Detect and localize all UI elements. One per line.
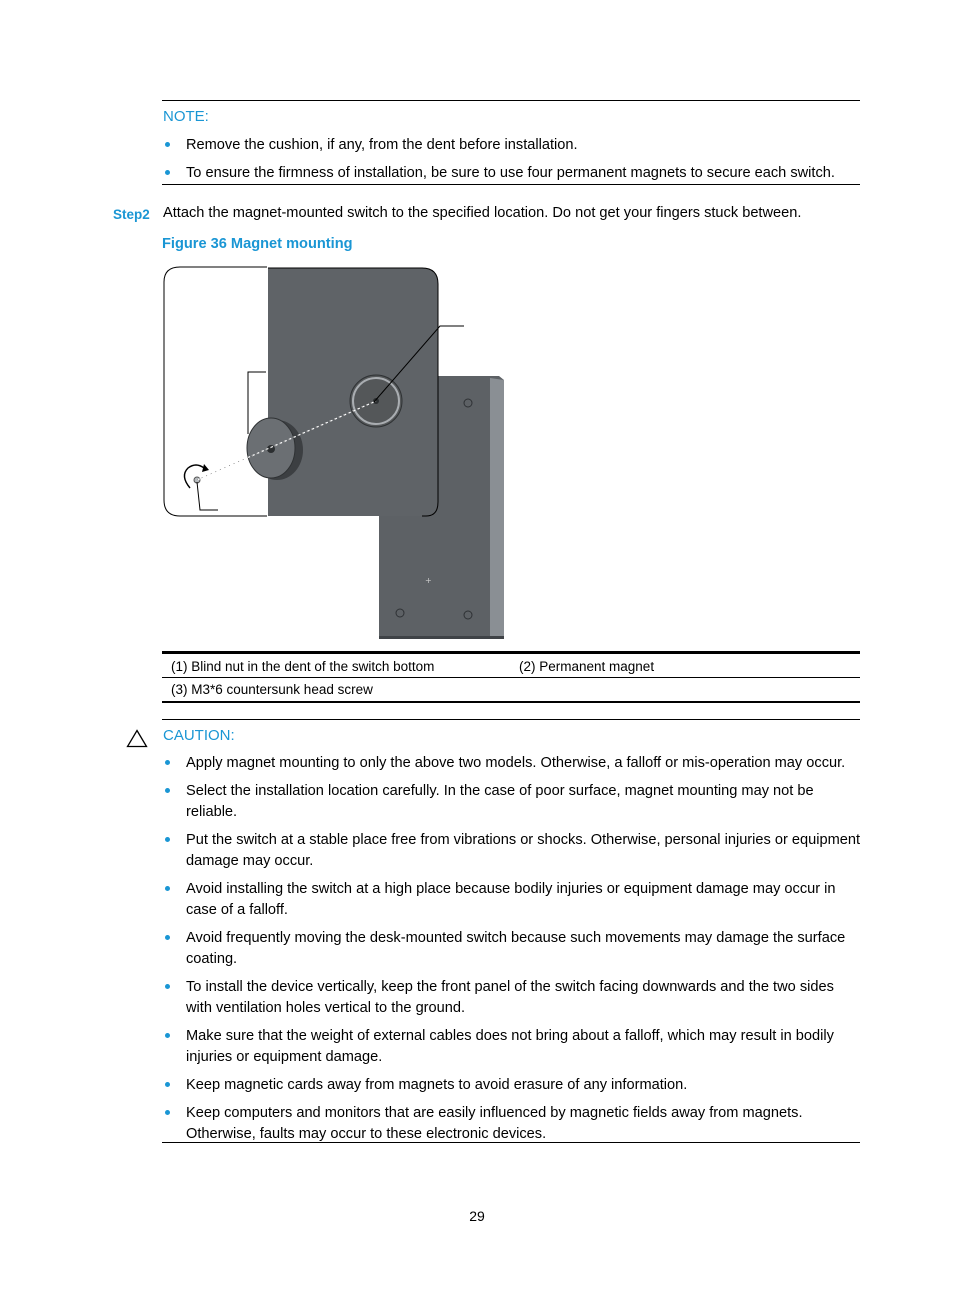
bullet-icon	[165, 760, 170, 765]
bullet-icon	[165, 170, 170, 175]
note-bottom-rule	[162, 184, 860, 185]
svg-text:+: +	[425, 576, 432, 585]
list-item: To ensure the firmness of installation, be sure to use four permanent magnets to secure each switch.	[163, 163, 861, 184]
list-item: Keep magnetic cards away from magnets to avoid erasure of any information.	[163, 1075, 861, 1096]
list-item: Keep computers and monitors that are easily influenced by magnetic fields away from magnets. Otherwise, faults may occur to these electronic devices.	[163, 1103, 861, 1145]
legend-cell: (1) Blind nut in the dent of the switch bottom	[171, 659, 435, 674]
bullet-icon	[165, 837, 170, 842]
legend-cell: (2) Permanent magnet	[519, 659, 655, 674]
bullet-icon	[165, 984, 170, 989]
figure-legend	[162, 654, 860, 702]
bullet-icon	[165, 1110, 170, 1115]
note-top-rule	[162, 100, 860, 101]
caution-list	[163, 753, 861, 1145]
caution-label: CAUTION:	[163, 727, 235, 744]
list-item: Select the installation location carefully. In the case of poor surface, magnet mounting may not be reliable.	[163, 781, 861, 823]
legend-cell: (3) M3*6 countersunk head screw	[171, 682, 373, 697]
step-label: Step2	[113, 207, 150, 222]
note-label: NOTE:	[163, 108, 209, 125]
bullet-icon	[165, 1033, 170, 1038]
magnet-mounting-figure	[160, 262, 520, 642]
list-item: Put the switch at a stable place free from vibrations or shocks. Otherwise, personal injuries or equipment damage may occur.	[163, 830, 861, 872]
warning-triangle-icon	[126, 729, 148, 748]
list-item: Remove the cushion, if any, from the dent before installation.	[163, 135, 861, 156]
bullet-icon	[165, 142, 170, 147]
step-text: Attach the magnet-mounted switch to the specified location. Do not get your fingers stuck between.	[163, 205, 802, 221]
list-item: To install the device vertically, keep the front panel of the switch facing downwards and the two sides with ventilation holes vertical to the ground.	[163, 977, 861, 1019]
bullet-icon	[165, 788, 170, 793]
list-item: Make sure that the weight of external cables does not bring about a falloff, which may result in bodily injuries or equipment damage.	[163, 1026, 861, 1068]
caution-top-rule	[162, 719, 860, 720]
figure-title: Figure 36 Magnet mounting	[162, 236, 353, 252]
bullet-icon	[165, 886, 170, 891]
note-list	[163, 135, 861, 184]
legend-bottom-rule	[162, 701, 860, 703]
list-item: Apply magnet mounting to only the above two models. Otherwise, a falloff or mis-operation may occur.	[163, 753, 861, 774]
page-number: 29	[469, 1208, 485, 1224]
upper-switch-plate-drawing	[268, 268, 438, 516]
bullet-icon	[165, 1082, 170, 1087]
bullet-icon	[165, 935, 170, 940]
legend-mid-rule	[162, 677, 860, 678]
list-item: Avoid frequently moving the desk-mounted switch because such movements may damage the surface coating.	[163, 928, 861, 970]
list-item: Avoid installing the switch at a high place because bodily injuries or equipment damage may occur in case of a falloff.	[163, 879, 861, 921]
caution-bottom-rule	[162, 1142, 860, 1143]
